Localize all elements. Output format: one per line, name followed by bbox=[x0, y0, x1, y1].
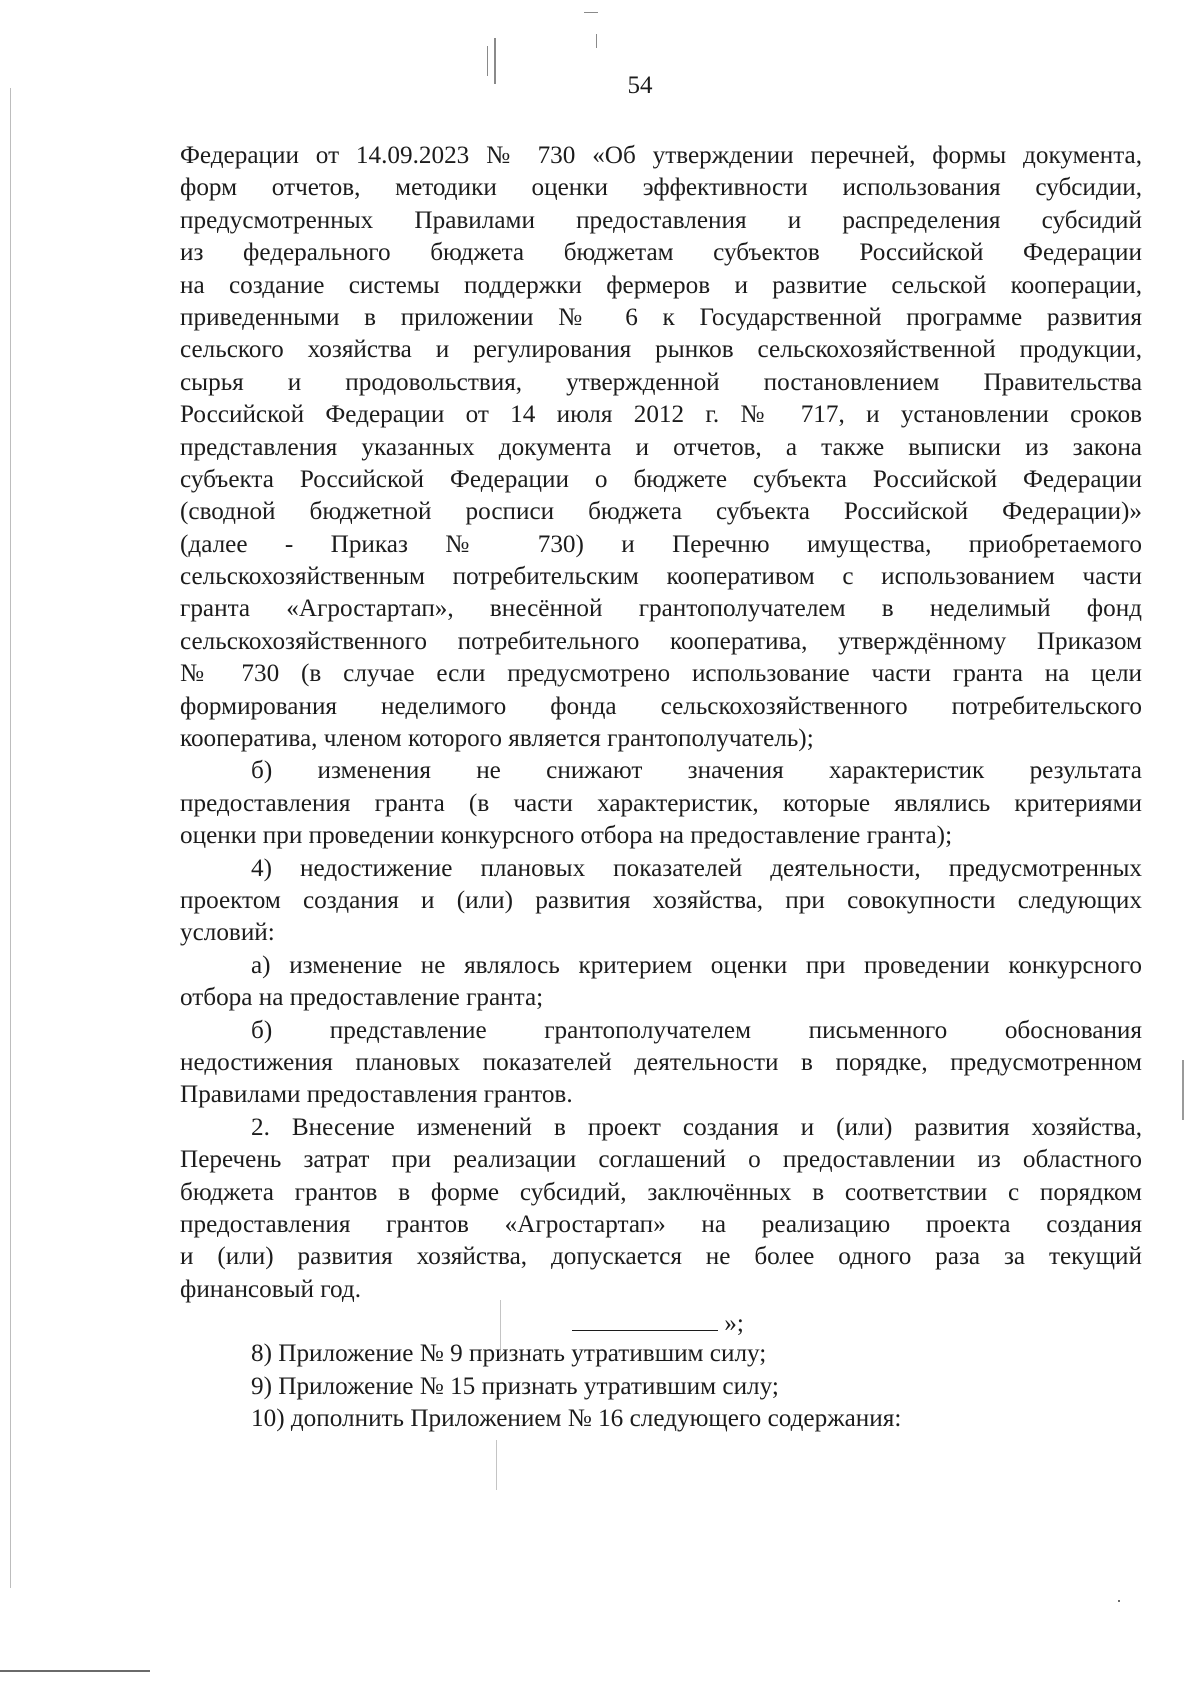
text-line: (сводной бюджетной росписи бюджета субъекта Российской Федерации)» bbox=[180, 498, 1142, 526]
paragraph-order-730 bbox=[180, 140, 1142, 755]
paragraph-item-b-characteristics bbox=[180, 755, 1142, 852]
text-line: 4) недостижение плановых показателей деятельности, предусмотренных bbox=[251, 854, 1142, 882]
text-line: отбора на предоставление гранта; bbox=[180, 984, 544, 1012]
amendment-list bbox=[180, 1338, 1142, 1435]
text-line: предоставления грантов «Агростартап» на реализацию проекта создания bbox=[180, 1210, 1142, 1238]
document-body bbox=[180, 140, 1142, 1436]
text-line: сырья и продовольствия, утвержденной постановлением Правительства bbox=[180, 368, 1142, 396]
text-line: а) изменение не являлось критерием оценки при проведении конкурсного bbox=[251, 951, 1142, 979]
scan-mark-top-1 bbox=[494, 38, 496, 84]
paragraph-item-2 bbox=[180, 1112, 1142, 1306]
closing-divider bbox=[180, 1306, 1142, 1338]
scan-mark-top-3 bbox=[596, 34, 597, 48]
text-line: № 730 (в случае если предусмотрено использование части гранта на цели bbox=[180, 660, 1142, 688]
list-item: 9) Приложение № 15 признать утратившим силу; bbox=[251, 1372, 779, 1400]
list-item: 8) Приложение № 9 признать утратившим силу; bbox=[251, 1340, 767, 1368]
scan-mark-bottom-dot bbox=[1118, 1600, 1120, 1602]
scan-mark-bottom-line bbox=[0, 1670, 150, 1672]
text-line: формирования неделимого фонда сельскохозяйственного потребительского bbox=[180, 692, 1142, 720]
paragraph-item-4 bbox=[180, 853, 1142, 950]
text-line: Федерации от 14.09.2023 № 730 «Об утверждении перечней, формы документа, bbox=[180, 142, 1142, 169]
scan-mark-right-edge bbox=[1182, 1060, 1184, 1120]
page-number: 54 bbox=[627, 72, 653, 99]
text-line: предоставления гранта (в части характеристик, которые являлись критериями bbox=[180, 789, 1142, 817]
text-line: 2. Внесение изменений в проект создания и (или) развития хозяйства, bbox=[251, 1113, 1142, 1141]
text-line: на создание системы поддержки фермеров и развитие сельской кооперации, bbox=[180, 271, 1142, 299]
text-line: предусмотренных Правилами предоставления и распределения субсидий bbox=[180, 206, 1142, 234]
text-line: сельского хозяйства и регулирования рынков сельскохозяйственной продукции, bbox=[180, 336, 1142, 364]
scan-mark-top-2 bbox=[487, 46, 488, 76]
scan-mark-center-2 bbox=[496, 1440, 497, 1490]
text-line: приведенными в приложении № 6 к Государственной программе развития bbox=[180, 303, 1142, 331]
text-line: Российской Федерации от 14 июля 2012 г. № 717, и установлении сроков bbox=[180, 401, 1142, 429]
text-line: субъекта Российской Федерации о бюджете субъекта Российской Федерации bbox=[180, 465, 1142, 493]
text-line: финансовый год. bbox=[180, 1275, 361, 1303]
scan-mark-left-edge bbox=[10, 88, 11, 1588]
text-line: Правилами предоставления грантов. bbox=[180, 1081, 573, 1109]
text-line: Перечень затрат при реализации соглашений о предоставлении из областного bbox=[180, 1146, 1142, 1174]
text-line: кооператива, членом которого является грантополучатель); bbox=[180, 725, 814, 753]
text-line: гранта «Агростартап», внесённой грантополучателем в неделимый фонд bbox=[180, 595, 1142, 623]
text-line: форм отчетов, методики оценки эффективности использования субсидии, bbox=[180, 174, 1142, 202]
closing-quote-mark: »; bbox=[724, 1310, 744, 1338]
text-line: условий: bbox=[180, 919, 275, 947]
paragraph-item-a bbox=[180, 950, 1142, 1015]
text-line: оценки при проведении конкурсного отбора на предоставление гранта); bbox=[180, 822, 953, 850]
list-item: 10) дополнить Приложением № 16 следующего содержания: bbox=[251, 1405, 902, 1433]
scan-mark-top-4 bbox=[584, 12, 598, 13]
text-line: проектом создания и (или) развития хозяйства, при совокупности следующих bbox=[180, 886, 1142, 914]
text-line: б) представление грантополучателем письменного обоснования bbox=[251, 1016, 1142, 1044]
text-line: сельскохозяйственным потребительским кооперативом с использованием части bbox=[180, 563, 1142, 591]
text-line: бюджета грантов в форме субсидий, заключённых в соответствии с порядком bbox=[180, 1178, 1142, 1206]
divider-underline bbox=[572, 1306, 718, 1331]
text-line: представления указанных документа и отчетов, а также выписки из закона bbox=[180, 433, 1142, 461]
text-line: б) изменения не снижают значения характеристик результата bbox=[251, 757, 1142, 785]
text-line: из федерального бюджета бюджетам субъектов Российской Федерации bbox=[180, 239, 1142, 267]
text-line: и (или) развития хозяйства, допускается не более одного раза за текущий bbox=[180, 1243, 1142, 1271]
text-line: сельскохозяйственного потребительного кооператива, утверждённому Приказом bbox=[180, 627, 1142, 655]
text-line: (далее - Приказ № 730) и Перечню имущества, приобретаемого bbox=[180, 530, 1142, 558]
text-line: недостижения плановых показателей деятельности в порядке, предусмотренном bbox=[180, 1048, 1142, 1076]
paragraph-item-b-justification bbox=[180, 1015, 1142, 1112]
